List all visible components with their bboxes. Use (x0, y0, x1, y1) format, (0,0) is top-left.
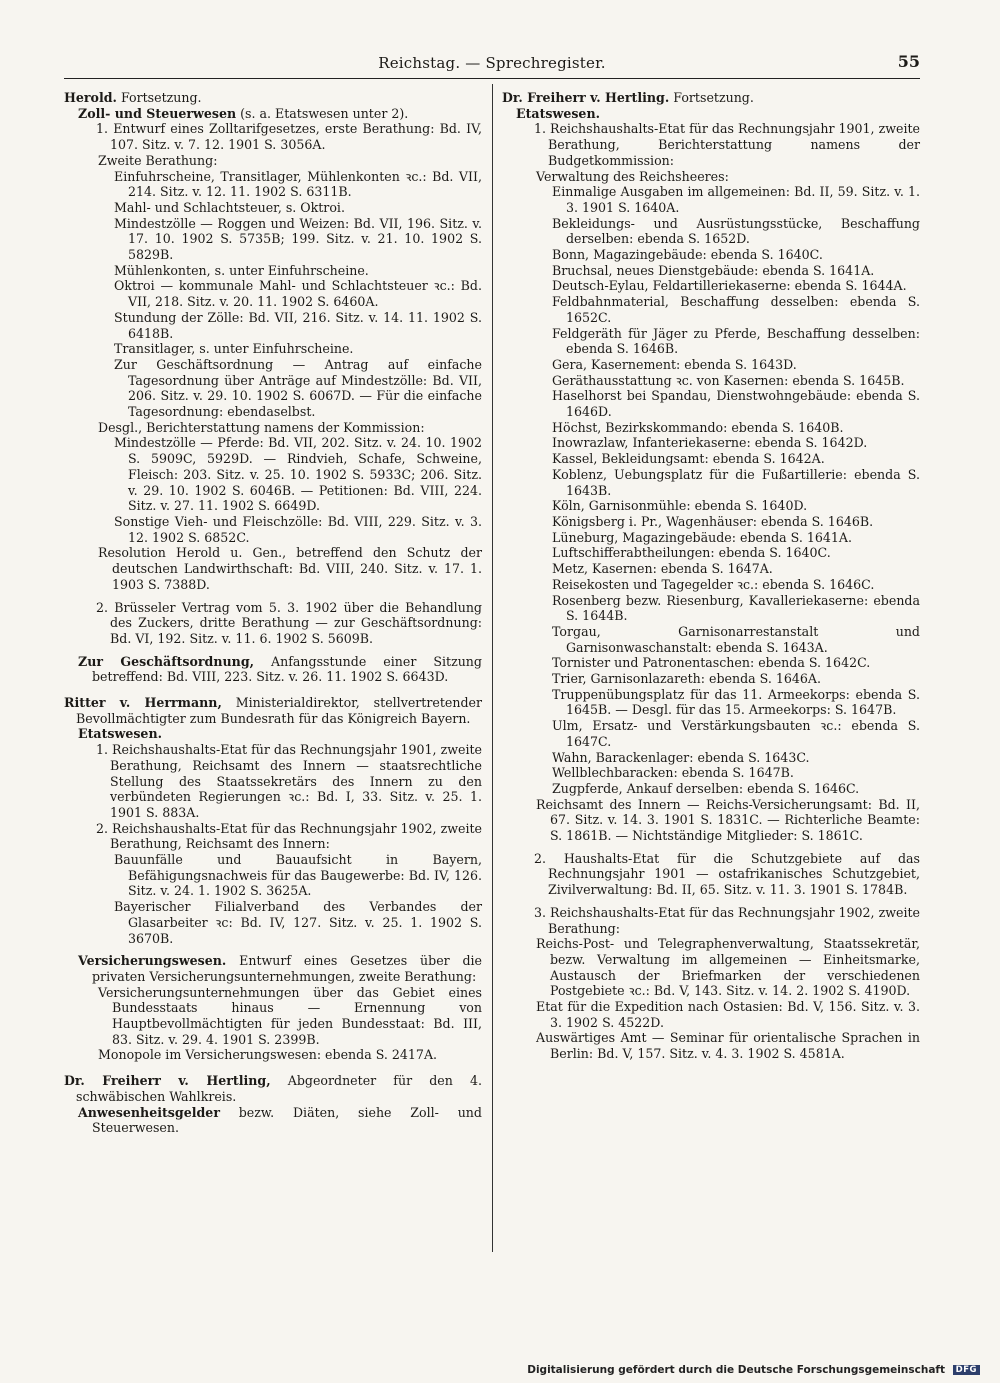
entry-text: Zur Geschäftsordnung — Antrag auf einfache Tagesordnung über Anträge auf Mindestzölle: Bd. VII, 206. Sitz. v. 29. 10. 1902 S. 6067D. — Für die einfache Tagesordnung: ebendaselbst. (114, 356, 482, 420)
index-entry (502, 750, 920, 766)
index-entry (502, 530, 920, 546)
index-entry (64, 600, 482, 647)
dfg-logo: DFG (953, 1365, 980, 1375)
entry-text: Stundung der Zölle: Bd. VII, 216. Sitz. v. 14. 11. 1902 S. 6418B. (114, 309, 482, 341)
index-entry (502, 718, 920, 749)
index-entry (502, 545, 920, 561)
index-entry (502, 169, 920, 185)
index-entry (502, 451, 920, 467)
entry-text: Etat für die Expedition nach Ostasien: Bd. V, 156. Sitz. v. 3. 3. 1902 S. 4522D. (536, 999, 920, 1030)
index-entry (502, 388, 920, 419)
entry-text: bezw. Diäten, siehe Zoll- und Steuerwesen. (92, 1104, 482, 1136)
index-entry (502, 498, 920, 514)
entry-text: Resolution Herold u. Gen., betreffend den Schutz der deutschen Landwirthschaft: Bd. VIII, 240. Sitz. v. 17. 1. 1903 S. 7388D. (98, 545, 482, 592)
index-entry (502, 905, 920, 936)
entry-text: Zweite Berathung: (98, 152, 218, 168)
index-entry (502, 514, 920, 530)
entry-text: Sonstige Vieh- und Fleischzölle: Bd. VIII, 229. Sitz. v. 3. 12. 1902 S. 6852C. (114, 513, 482, 545)
index-entry (502, 781, 920, 797)
index-entry (502, 373, 920, 389)
entry-text: Rosenberg bezw. Riesenburg, Kavalleriekaserne: ebenda S. 1644B. (552, 592, 920, 624)
index-entry (64, 899, 482, 946)
entry-text: Geräthausstattung ꝛc. von Kasernen: ebenda S. 1645B. (552, 372, 905, 388)
entry-heading: Dr. Freiherr v. Hertling. (502, 90, 670, 105)
page-number: 55 (897, 52, 920, 71)
index-entry (502, 765, 920, 781)
index-entry (502, 467, 920, 498)
running-title: Reichstag. — Sprechregister. (378, 54, 606, 72)
entry-text: Zugpferde, Ankauf derselben: ebenda S. 1646C. (552, 780, 860, 796)
index-entry (502, 936, 920, 999)
entry-text: Tornister und Patronentaschen: ebenda S. 1642C. (552, 655, 871, 671)
index-entry (64, 654, 482, 685)
entry-text: Feldgeräth für Jäger zu Pferde, Beschaffung desselben: ebenda S. 1646B. (552, 325, 920, 357)
entry-text: Reisekosten und Tagegelder ꝛc.: ebenda S. 1646C. (552, 576, 875, 592)
index-entry (502, 278, 920, 294)
entry-text: Gera, Kasernement: ebenda S. 1643D. (552, 356, 797, 372)
index-entry (502, 247, 920, 263)
entry-text: Einfuhrscheine, Transitlager, Mühlenkonten ꝛc.: Bd. VII, 214. Sitz. v. 12. 11. 1902 S. 6311B. (114, 168, 482, 200)
footer-credit-text: Digitalisierung gefördert durch die Deutsche Forschungsgemeinschaft (527, 1364, 945, 1376)
index-entry (502, 624, 920, 655)
entry-text: Reichs-Post- und Telegraphenverwaltung, Staatssekretär, bezw. Verwaltung im allgemeinen — Einheitsmarke, Austausch der Briefmarken der verschiedenen Postgebiete ꝛc.: Bd. V, 143. Sitz. v. 14. 2. 1902 S. 4190D. (536, 936, 920, 999)
entry-text: Mahl- und Schlachtsteuer, s. Oktroi. (114, 199, 345, 215)
index-entry (502, 294, 920, 325)
entry-text: Lüneburg, Magazingebäude: ebenda S. 1641A. (552, 529, 852, 545)
entry-heading: Dr. Freiherr v. Hertling, (64, 1073, 271, 1089)
index-entry (502, 263, 920, 279)
index-entry (64, 169, 482, 200)
entry-text: Desgl., Berichterstattung namens der Kommission: (98, 419, 425, 435)
entry-text: Mindestzölle — Roggen und Weizen: Bd. VII, 196. Sitz. v. 17. 10. 1902 S. 5735B; 199. Sitz. v. 21. 10. 1902 S. 5829B. (114, 215, 482, 263)
index-entry (64, 1047, 482, 1063)
index-entry (64, 852, 482, 899)
entry-text: Ministerialdirektor, stellvertretender Bevollmächtigter zum Bundesrath für das Königreich Bayern. (76, 695, 482, 726)
entry-text: Abgeordneter für den 4. schwäbischen Wahlkreis. (76, 1073, 482, 1104)
entry-heading: Zoll- und Steuerwesen (78, 105, 237, 121)
index-entry (502, 687, 920, 718)
entry-text: (s. a. Etatswesen unter 2). (240, 105, 409, 121)
index-entry (64, 1073, 482, 1104)
entry-text: Anfangsstunde einer Sitzung betreffend: Bd. VIII, 223. Sitz. v. 26. 11. 1902 S. 6643D. (92, 653, 482, 685)
entry-text: Bekleidungs- und Ausrüstungsstücke, Beschaffung derselben: ebenda S. 1652D. (552, 215, 920, 247)
entry-text: Fortsetzung. (673, 90, 754, 105)
entry-text: 2. Brüsseler Vertrag vom 5. 3. 1902 über die Behandlung des Zuckers, dritte Berathung — zur Geschäftsordnung: Bd. VI, 192. Sitz. v. 11. 6. 1902 S. 5609B. (96, 599, 482, 646)
entry-text: Verwaltung des Reichsheeres: (536, 168, 729, 184)
entry-text: Oktroi — kommunale Mahl- und Schlachtsteuer ꝛc.: Bd. VII, 218. Sitz. v. 20. 11. 1902 S. 6460A. (114, 278, 482, 310)
index-entry (502, 1030, 920, 1061)
entry-text: 2. Reichshaushalts-Etat für das Rechnungsjahr 1902, zweite Berathung, Reichsamt des Innern: (96, 820, 482, 852)
index-entry (502, 655, 920, 671)
entry-text: Wahn, Barackenlager: ebenda S. 1643C. (552, 749, 810, 765)
index-entry (64, 742, 482, 821)
entry-text: Königsberg i. Pr., Wagenhäuser: ebenda S. 1646B. (552, 513, 874, 529)
index-entry (64, 106, 482, 122)
entry-text: Ulm, Ersatz- und Verstärkungsbauten ꝛc.: ebenda S. 1647C. (552, 718, 920, 749)
entry-text: Mindestzölle — Pferde: Bd. VII, 202. Sitz. v. 24. 10. 1902 S. 5909C, 5929D. — Rindvieh, Schafe, Schweine, Fleisch: 203. Sitz. v. 25. 10. 1902 S. 5933C; 206. Sitz. v. 29. 10. 1902 S. 6046B. — Petitionen: Bd. VIII, 224. Sitz. v. 27. 11. 1902 S. 6649D. (114, 435, 482, 514)
running-header (64, 52, 920, 79)
entry-text: Köln, Garnisonmühle: ebenda S. 1640D. (552, 498, 808, 514)
entry-text: Bruchsal, neues Dienstgebäude: ebenda S. 1641A. (552, 262, 875, 278)
entry-text: Höchst, Bezirkskommando: ebenda S. 1640B. (552, 419, 844, 435)
entry-text: Koblenz, Uebungsplatz für die Fußartillerie: ebenda S. 1643B. (552, 466, 920, 498)
entry-text: 1. Entwurf eines Zolltarifgesetzes, erste Berathung: Bd. IV, 107. Sitz. v. 7. 12. 1901 S. 3056A. (96, 121, 482, 153)
index-entry (64, 278, 482, 309)
entry-text: 3. Reichshaushalts-Etat für das Rechnungsjahr 1902, zweite Berathung: (534, 904, 920, 936)
entry-text: Bonn, Magazingebäude: ebenda S. 1640C. (552, 247, 823, 263)
entry-text: Inowrazlaw, Infanteriekaserne: ebenda S. 1642D. (552, 435, 868, 451)
entry-text: Monopole im Versicherungswesen: ebenda S. 2417A. (98, 1047, 438, 1063)
entry-text: Bauunfälle und Bauaufsicht in Bayern, Befähigungsnachweis für das Baugewerbe: Bd. IV, 126. Sitz. v. 24. 1. 1902 S. 3625A. (114, 852, 482, 899)
index-entry (64, 821, 482, 852)
index-entry (64, 216, 482, 263)
index-entry (502, 184, 920, 215)
index-entry (502, 420, 920, 436)
entry-text: 1. Reichshaushalts-Etat für das Rechnungsjahr 1901, zweite Berathung, Reichsamt des Innern — staatsrechtliche Stellung des Staatssekretärs des Innern zu den verbündeten Regierungen ꝛc.: Bd. I, 33. Sitz. v. 25. 1. 1901 S. 883A. (96, 742, 482, 820)
index-entry (64, 726, 482, 742)
entry-heading: Herold. (64, 90, 117, 105)
index-entry (64, 341, 482, 357)
entry-text: Kassel, Bekleidungsamt: ebenda S. 1642A. (552, 451, 825, 467)
entry-text: Deutsch-Eylau, Feldartilleriekaserne: ebenda S. 1644A. (552, 278, 907, 294)
index-entry (64, 153, 482, 169)
index-entry (64, 1105, 482, 1136)
entry-heading: Etatswesen. (516, 105, 600, 121)
index-entry (64, 90, 482, 106)
index-entry (64, 263, 482, 279)
entry-text: Truppenübungsplatz für das 11. Armeekorps: ebenda S. 1645B. — Desgl. für das 15. Armeekorps: S. 1647B. (552, 686, 920, 718)
index-entry (502, 593, 920, 624)
index-entry (502, 326, 920, 357)
index-entry (502, 561, 920, 577)
entry-text: Versicherungsunternehmungen über das Gebiet eines Bundesstaats hinaus — Ernennung von Hauptbevollmächtigten für jeden Bundesstaat: Bd. III, 83. Sitz. v. 29. 4. 1901 S. 2399B. (98, 984, 482, 1047)
entry-heading: Ritter v. Herrmann, (64, 695, 222, 711)
entry-heading: Anwesenheitsgelder (78, 1104, 220, 1120)
entry-text: 1. Reichshaushalts-Etat für das Rechnungsjahr 1901, zweite Berathung, Berichterstattung namens der Budgetkommission: (534, 121, 920, 168)
index-entry (502, 435, 920, 451)
entry-text: 2. Haushalts-Etat für die Schutzgebiete auf das Rechnungsjahr 1901 — ostafrikanisches Schutzgebiet, Zivilverwaltung: Bd. II, 65. Sitz. v. 11. 3. 1901 S. 1784B. (534, 850, 920, 898)
index-entry (64, 514, 482, 545)
index-entry (64, 357, 482, 420)
entry-text: Fortsetzung. (120, 90, 202, 105)
index-entry (502, 797, 920, 844)
index-entry (64, 435, 482, 514)
index-entry (502, 851, 920, 898)
entry-text: Einmalige Ausgaben im allgemeinen: Bd. II, 59. Sitz. v. 1. 3. 1901 S. 1640A. (552, 184, 920, 215)
entry-text: Mühlenkonten, s. unter Einfuhrscheine. (114, 262, 369, 278)
column-divider (492, 84, 493, 1252)
entry-text: Feldbahnmaterial, Beschaffung desselben: ebenda S. 1652C. (552, 294, 920, 325)
index-entry (64, 200, 482, 216)
index-entry (64, 985, 482, 1048)
index-entry (64, 695, 482, 726)
index-entry (64, 420, 482, 436)
entry-text: Auswärtiges Amt — Seminar für orientalische Sprachen in Berlin: Bd. V, 157. Sitz. v. 4. 3. 1902 S. 4581A. (536, 1030, 920, 1062)
entry-text: Wellblechbaracken: ebenda S. 1647B. (552, 765, 794, 781)
index-entry (64, 545, 482, 592)
entry-text: Transitlager, s. unter Einfuhrscheine. (114, 341, 354, 357)
entry-text: Reichsamt des Innern — Reichs-Versicherungsamt: Bd. II, 67. Sitz. v. 14. 3. 1901 S. 1831C. — Richterliche Beamte: S. 1861B. — Nichtständige Mitglieder: S. 1861C. (536, 796, 920, 844)
entry-text: Metz, Kasernen: ebenda S. 1647A. (552, 561, 773, 577)
index-entry (502, 121, 920, 168)
entry-heading: Versicherungswesen. (78, 953, 227, 969)
index-entry (64, 310, 482, 341)
entry-heading: Etatswesen. (78, 726, 162, 742)
index-entry (502, 106, 920, 122)
right-column (502, 90, 920, 1062)
entry-heading: Zur Geschäftsordnung, (78, 653, 255, 669)
index-entry (502, 671, 920, 687)
entry-text: Torgau, Garnisonarrestanstalt und Garnisonwaschanstalt: ebenda S. 1643A. (552, 623, 920, 655)
index-entry (64, 121, 482, 152)
index-entry (502, 357, 920, 373)
entry-text: Haselhorst bei Spandau, Dienstwohngebäude: ebenda S. 1646D. (552, 388, 920, 420)
index-entry (502, 999, 920, 1030)
index-entry (502, 577, 920, 593)
entry-text: Trier, Garnisonlazareth: ebenda S. 1646A. (552, 671, 821, 687)
entry-text: Bayerischer Filialverband des Verbandes der Glasarbeiter ꝛc: Bd. IV, 127. Sitz. v. 25. 1. 1902 S. 3670B. (114, 899, 482, 946)
index-entry (502, 216, 920, 247)
entry-text: Entwurf eines Gesetzes über die privaten Versicherungsunternehmungen, zweite Berathung: (92, 953, 483, 984)
entry-text: Luftschifferabtheilungen: ebenda S. 1640C. (552, 545, 831, 561)
footer-credit (527, 1364, 980, 1376)
left-column (64, 90, 482, 1136)
index-entry (64, 953, 482, 984)
index-entry (502, 90, 920, 106)
